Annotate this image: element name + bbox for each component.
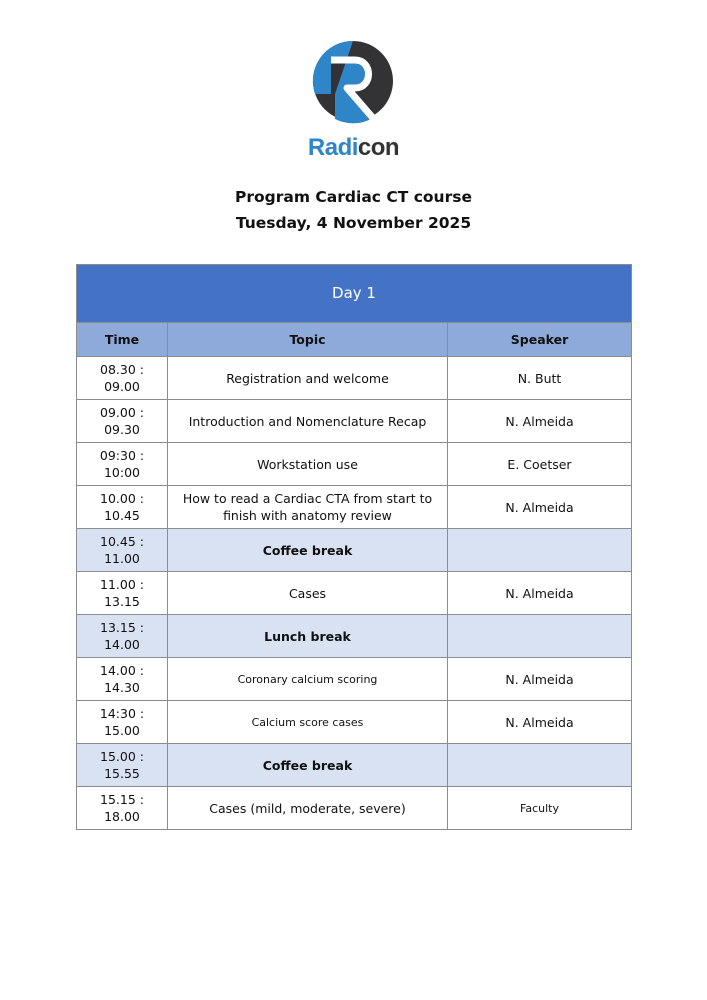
brand-name [0,134,707,162]
row-speaker [448,529,632,572]
table-row [77,357,632,400]
row-time: 10.45 : 11.00 [77,529,168,572]
row-time: 09:30 : 10:00 [77,443,168,486]
column-header-speaker: Speaker [448,323,632,357]
table-row [77,486,632,529]
row-time: 15.00 : 15.55 [77,744,168,787]
row-topic: Lunch break [168,615,448,658]
day-label: Day 1 [77,265,632,323]
column-header-time: Time [77,323,168,357]
schedule-table [76,264,632,830]
row-speaker: N. Butt [448,357,632,400]
row-topic: Coffee break [168,529,448,572]
row-topic: Workstation use [168,443,448,486]
row-speaker: E. Coetser [448,443,632,486]
table-row-break [77,615,632,658]
row-speaker: N. Almeida [448,701,632,744]
row-speaker: N. Almeida [448,572,632,615]
table-row [77,400,632,443]
radicon-logo-mark-icon [303,38,403,134]
row-time: 11.00 : 13.15 [77,572,168,615]
row-time: 13.15 : 14.00 [77,615,168,658]
row-time: 09.00 : 09.30 [77,400,168,443]
row-time: 14:30 : 15.00 [77,701,168,744]
row-topic: Cases [168,572,448,615]
row-topic: Coronary calcium scoring [168,658,448,701]
page-title: Program Cardiac CT course [235,188,472,206]
table-row [77,787,632,830]
brand-name-part1: Radi [307,134,358,161]
column-header-topic: Topic [168,323,448,357]
table-row [77,572,632,615]
row-speaker: Faculty [448,787,632,830]
row-time: 10.00 : 10.45 [77,486,168,529]
row-speaker [448,615,632,658]
row-topic: Calcium score cases [168,701,448,744]
row-speaker [448,744,632,787]
day-header-row [77,265,632,323]
table-row-break [77,529,632,572]
row-topic: Coffee break [168,744,448,787]
row-topic: Cases (mild, moderate, severe) [168,787,448,830]
table-row-break [77,744,632,787]
column-header-row [77,323,632,357]
row-time: 15.15 : 18.00 [77,787,168,830]
row-speaker: N. Almeida [448,486,632,529]
brand-name-part2: con [357,134,400,161]
row-topic: Introduction and Nomenclature Recap [168,400,448,443]
row-time: 08.30 : 09.00 [77,357,168,400]
page-date: Tuesday, 4 November 2025 [235,214,472,232]
row-speaker: N. Almeida [448,658,632,701]
table-row [77,658,632,701]
row-topic: How to read a Cardiac CTA from start to finish with anatomy review [168,486,448,529]
row-topic: Registration and welcome [168,357,448,400]
row-time: 14.00 : 14.30 [77,658,168,701]
table-row [77,443,632,486]
row-speaker: N. Almeida [448,400,632,443]
table-row [77,701,632,744]
